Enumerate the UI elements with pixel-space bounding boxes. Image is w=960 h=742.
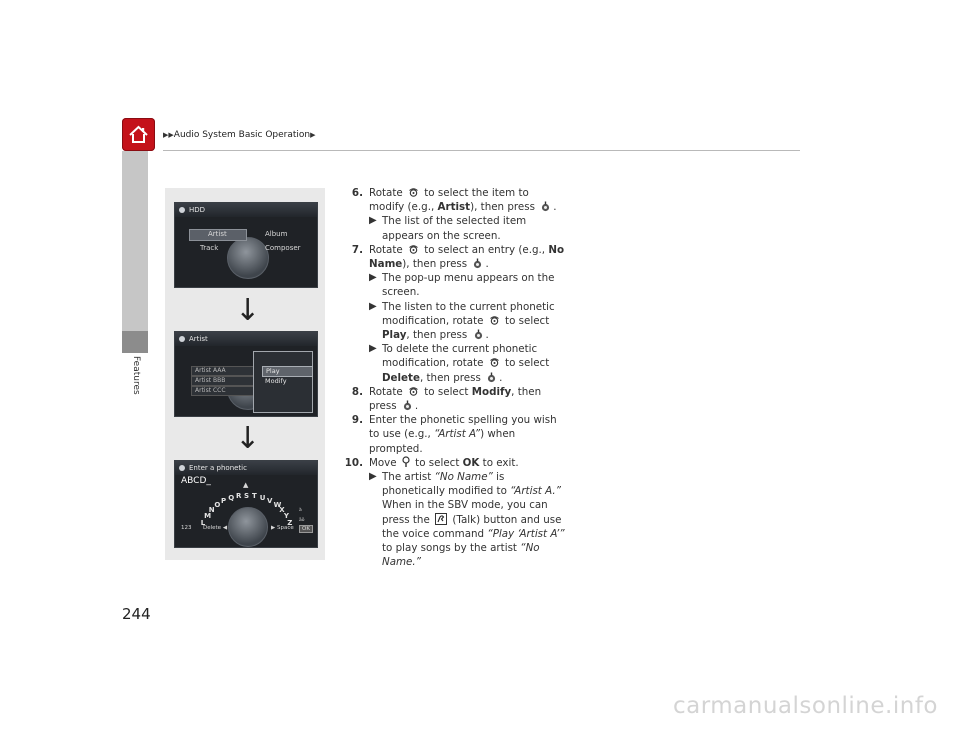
step-number: 9. [351, 414, 363, 427]
phonetic-entry: ABCD_ [181, 476, 211, 486]
step-text: Rotate to select an entry (e.g., No Name), then press . [369, 243, 565, 271]
letter-key[interactable]: O [214, 501, 221, 510]
breadcrumb-arrow-icon: ▶ [310, 131, 316, 139]
step-result: ▶ To delete the current phonetic modification, rotate to select Delete, then press . [369, 343, 550, 384]
space-button[interactable]: ▶ Space [271, 525, 294, 531]
dial-press-icon [486, 372, 497, 383]
watermark-text: carmanualsonline.info [672, 693, 938, 719]
breadcrumb-arrow-icon: ▶▶ [163, 131, 174, 139]
menu-item-album[interactable]: Album [265, 230, 288, 238]
popup-item-modify[interactable]: Modify [265, 377, 287, 385]
screen-title-bar: Enter a phonetic [175, 461, 317, 475]
list-item[interactable]: Artist CCC [191, 386, 258, 396]
result-arrow-icon: ▶ [369, 272, 377, 284]
step-number: 10. [344, 456, 363, 469]
dial-press-icon [540, 201, 551, 212]
step-number: 8. [351, 385, 363, 398]
step-text: Rotate to select Modify, then press . [369, 385, 542, 413]
step-result: ▶ The list of the selected item appears on the screen. [369, 215, 527, 242]
page-number: 244 [122, 605, 151, 623]
step-item [335, 385, 565, 413]
letter-key[interactable]: L [200, 518, 206, 527]
letter-key[interactable]: Z [287, 518, 293, 527]
interface-dial-move-icon [402, 456, 410, 468]
dial-press-icon [402, 400, 413, 411]
step-text: Enter the phonetic spelling you wish to use (e.g., “Artist A”) when prompted. [369, 414, 557, 455]
menu-item-track[interactable]: Track [200, 244, 219, 252]
step-item [335, 456, 565, 570]
dial-press-icon [473, 329, 484, 340]
title-dot-icon [179, 207, 185, 213]
menu-item-composer[interactable]: Composer [265, 244, 301, 252]
breadcrumb-text: Audio System Basic Operation [173, 130, 311, 140]
step-number: 6. [351, 187, 363, 199]
mode-123[interactable]: 123 [181, 525, 192, 531]
accent-key[interactable]: à [299, 508, 302, 513]
dial-knob [228, 507, 268, 547]
letter-key[interactable]: U [259, 494, 266, 503]
ok-button[interactable]: OK [299, 525, 313, 533]
step-item [335, 186, 565, 243]
screen-title-bar: HDD [175, 203, 317, 217]
letter-key[interactable]: S [244, 491, 250, 500]
letter-key[interactable]: M [204, 512, 212, 521]
dial-rotate-icon [408, 187, 419, 198]
artist-screen [174, 331, 318, 417]
header-rule [163, 150, 800, 151]
step-result: ▶ The artist “No Name” is phonetically modified to “Artist A.” When in the SBV mode, you can press the (Talk) button and use the voice command “Play ‘Artist A’” to play songs by the artist “No Name.” [369, 471, 565, 569]
step-text: Rotate to select the item to modify (e.g., Artist), then press . [369, 187, 557, 214]
letter-key[interactable]: T [251, 492, 257, 501]
popup-menu [253, 351, 313, 413]
letter-key[interactable]: R [236, 492, 242, 501]
dial-press-icon [472, 258, 483, 269]
caret-up-icon: ▲ [243, 481, 249, 489]
letter-key[interactable]: Y [283, 512, 289, 521]
letter-key[interactable]: Q [228, 494, 235, 503]
popup-item-play[interactable]: Play [262, 366, 313, 377]
list-item[interactable]: Artist BBB [191, 376, 258, 386]
step-item [335, 413, 565, 456]
breadcrumb[interactable] [163, 130, 316, 140]
step-number: 7. [351, 243, 363, 256]
umlaut-key[interactable]: äö [299, 518, 305, 523]
sidebar-section-label: Features [131, 356, 141, 395]
screen-title-bar: Artist [175, 332, 317, 346]
result-arrow-icon: ▶ [369, 215, 377, 227]
delete-button[interactable]: Delete ◀ [203, 525, 228, 531]
sidebar-tab-features[interactable] [122, 331, 148, 353]
step-item [335, 243, 565, 385]
talk-button-icon [435, 513, 447, 525]
letter-key[interactable]: X [279, 506, 285, 515]
down-arrow-icon: ↓ [235, 421, 261, 456]
letter-key[interactable]: V [267, 497, 273, 506]
result-arrow-icon: ▶ [369, 471, 377, 483]
dial-rotate-icon [408, 386, 419, 397]
sidebar-bar [122, 151, 148, 331]
letter-key[interactable]: N [208, 506, 215, 515]
result-arrow-icon: ▶ [369, 300, 377, 312]
home-button[interactable] [122, 118, 155, 151]
title-dot-icon [179, 336, 185, 342]
hdd-screen [174, 202, 318, 288]
list-item[interactable]: Artist AAA [191, 366, 258, 376]
menu-item-artist[interactable]: Artist [208, 230, 227, 238]
letter-key[interactable]: P [221, 497, 227, 506]
phonetic-screen [174, 460, 318, 548]
dial-rotate-icon [408, 244, 419, 255]
step-text: Move to select OK to exit. [369, 456, 519, 469]
title-dot-icon [179, 465, 185, 471]
step-result: ▶ The pop-up menu appears on the screen. [369, 272, 555, 299]
step-result: ▶ The listen to the current phonetic modification, rotate to select Play, then press . [369, 300, 555, 342]
dial-rotate-icon [489, 315, 500, 326]
letter-key[interactable]: W [273, 501, 282, 510]
dial-knob [227, 237, 269, 279]
down-arrow-icon: ↓ [235, 293, 261, 328]
instruction-steps [335, 186, 565, 569]
home-icon [127, 123, 150, 146]
result-arrow-icon: ▶ [369, 343, 377, 355]
dial-rotate-icon [489, 357, 500, 368]
